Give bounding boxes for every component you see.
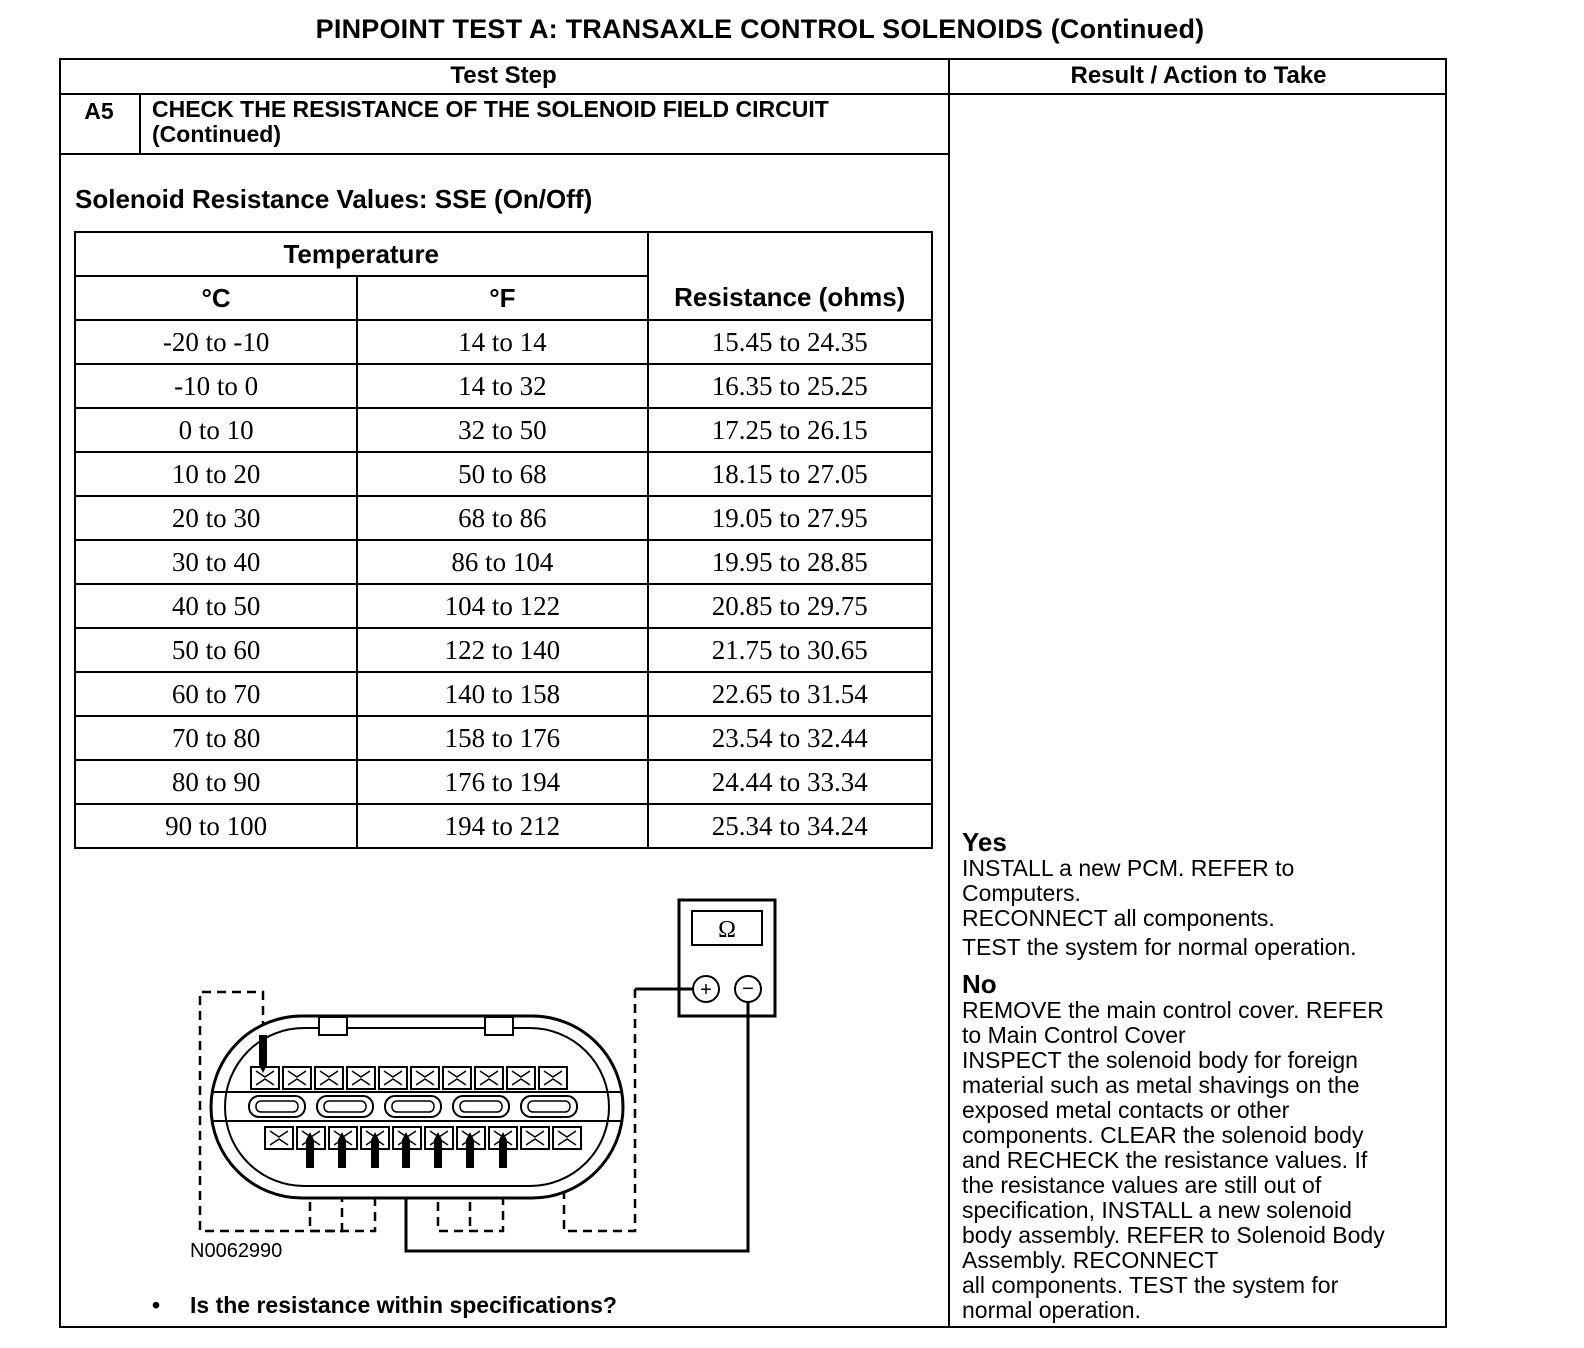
- table-row: [75, 364, 932, 408]
- probe: [434, 1140, 442, 1168]
- table-cell: 50 to 60: [75, 628, 357, 672]
- table-row: [75, 584, 932, 628]
- no-line: normal operation.: [962, 1297, 1141, 1323]
- table-row: [75, 716, 932, 760]
- plus-sign: +: [700, 979, 712, 1001]
- celsius-header: °C: [75, 276, 357, 320]
- table-cell: 17.25 to 26.15: [648, 408, 933, 452]
- probe: [259, 1035, 267, 1065]
- key-slots: [249, 1096, 577, 1117]
- resistance-header: Resistance (ohms): [648, 232, 933, 320]
- table-cell: 40 to 50: [75, 584, 357, 628]
- yes-label: Yes: [962, 827, 1007, 857]
- connector-pin: [283, 1067, 311, 1089]
- table-cell: 140 to 158: [357, 672, 647, 716]
- connector-pin: [507, 1067, 535, 1089]
- step-id: A5: [59, 94, 141, 154]
- table-cell: 22.65 to 31.54: [648, 672, 933, 716]
- table-title: Solenoid Resistance Values: SSE (On/Off): [75, 184, 593, 214]
- connector-pin: [347, 1067, 375, 1089]
- table-cell: 10 to 20: [75, 452, 357, 496]
- table-cell: -20 to -10: [75, 320, 357, 364]
- step-title-line: (Continued): [152, 121, 282, 147]
- key-slot: [385, 1096, 441, 1117]
- table-cell: 80 to 90: [75, 760, 357, 804]
- connector-pin: [553, 1127, 581, 1149]
- table-row: [75, 628, 932, 672]
- step-title-line: CHECK THE RESISTANCE OF THE SOLENOID FIELD CIRCUIT: [152, 96, 829, 122]
- yes-line: RECONNECT all components.: [962, 905, 1275, 931]
- connector-diagram: [185, 895, 785, 1265]
- probe: [371, 1140, 379, 1168]
- table-cell: 14 to 32: [357, 364, 647, 408]
- table-cell: 25.34 to 34.24: [648, 804, 933, 848]
- question-text: Is the resistance within specifications?: [190, 1292, 617, 1318]
- table-cell: 30 to 40: [75, 540, 357, 584]
- no-line: REMOVE the main control cover. REFER: [962, 997, 1384, 1023]
- table-row: [75, 540, 932, 584]
- latch: [485, 1017, 513, 1035]
- probe: [466, 1140, 474, 1168]
- result-yes: [962, 828, 1438, 960]
- key-slot: [249, 1096, 305, 1117]
- connector-pin: [521, 1127, 549, 1149]
- table-cell: -10 to 0: [75, 364, 357, 408]
- fahrenheit-header: °F: [357, 276, 647, 320]
- table-cell: 50 to 68: [357, 452, 647, 496]
- page-title: PINPOINT TEST A: TRANSAXLE CONTROL SOLENOIDS (Continued): [315, 14, 1205, 44]
- key-slot: [521, 1096, 577, 1117]
- table-cell: 70 to 80: [75, 716, 357, 760]
- question: [152, 1292, 617, 1319]
- no-line: all components. TEST the system for: [962, 1272, 1339, 1298]
- no-line: INSPECT the solenoid body for foreign: [962, 1047, 1358, 1073]
- key-slot: [317, 1096, 373, 1117]
- step-rule: [59, 153, 949, 155]
- table-cell: 15.45 to 24.35: [648, 320, 933, 364]
- table-cell: 68 to 86: [357, 496, 647, 540]
- no-line: components. CLEAR the solenoid body: [962, 1122, 1364, 1148]
- table-row: [75, 496, 932, 540]
- table-cell: 176 to 194: [357, 760, 647, 804]
- no-line: the resistance values are still out of: [962, 1172, 1322, 1198]
- no-line: specification, INSTALL a new solenoid: [962, 1197, 1352, 1223]
- yes-line: TEST the system for normal operation.: [962, 934, 1357, 960]
- yes-line: INSTALL a new PCM. REFER to: [962, 855, 1295, 881]
- table-cell: 20.85 to 29.75: [648, 584, 933, 628]
- table-cell: 14 to 14: [357, 320, 647, 364]
- no-line: and RECHECK the resistance values. If: [962, 1147, 1368, 1173]
- table-cell: 0 to 10: [75, 408, 357, 452]
- table-row: [75, 672, 932, 716]
- connector-pin: [251, 1067, 279, 1089]
- no-line: exposed metal contacts or other: [962, 1097, 1290, 1123]
- table-cell: 86 to 104: [357, 540, 647, 584]
- connector-pin: [539, 1067, 567, 1089]
- table-cell: 158 to 176: [357, 716, 647, 760]
- probe: [402, 1140, 410, 1168]
- no-line: Assembly. RECONNECT: [962, 1247, 1219, 1273]
- table-cell: 122 to 140: [357, 628, 647, 672]
- step-title: [152, 97, 942, 147]
- table-cell: 20 to 30: [75, 496, 357, 540]
- test-step-header: Test Step: [450, 62, 557, 89]
- header-rule: [59, 93, 1447, 95]
- result-no: [962, 970, 1438, 1323]
- no-label: No: [962, 969, 997, 999]
- bullet-icon: •: [152, 1292, 161, 1318]
- minus-sign: −: [742, 978, 754, 1000]
- figure-id: N0062990: [190, 1240, 283, 1262]
- probe: [306, 1140, 314, 1168]
- table-cell: 19.05 to 27.95: [648, 496, 933, 540]
- probe: [499, 1140, 507, 1168]
- no-line: material such as metal shavings on the: [962, 1072, 1360, 1098]
- table-cell: 32 to 50: [357, 408, 647, 452]
- table-row: [75, 760, 932, 804]
- connector-pin: [443, 1067, 471, 1089]
- no-line: body assembly. REFER to Solenoid Body: [962, 1222, 1385, 1248]
- connector-pin: [315, 1067, 343, 1089]
- latch: [319, 1017, 347, 1035]
- table-cell: 16.35 to 25.25: [648, 364, 933, 408]
- key-slot: [453, 1096, 509, 1117]
- table-cell: 194 to 212: [357, 804, 647, 848]
- table-cell: 23.54 to 32.44: [648, 716, 933, 760]
- temperature-header: Temperature: [75, 232, 648, 276]
- table-cell: 18.15 to 27.05: [648, 452, 933, 496]
- no-line: to Main Control Cover: [962, 1022, 1186, 1048]
- connector-pin: [411, 1067, 439, 1089]
- table-cell: 21.75 to 30.65: [648, 628, 933, 672]
- probe: [338, 1140, 346, 1168]
- table-row: [75, 804, 932, 848]
- resistance-table: [74, 231, 933, 849]
- table-row: [75, 452, 932, 496]
- table-row: [75, 320, 932, 364]
- table-row: [75, 408, 932, 452]
- connector-pin: [379, 1067, 407, 1089]
- connector-pin: [475, 1067, 503, 1089]
- table-cell: 19.95 to 28.85: [648, 540, 933, 584]
- connector-pin: [265, 1127, 293, 1149]
- ohm-symbol: Ω: [718, 917, 736, 943]
- result-action-header: Result / Action to Take: [1070, 62, 1327, 89]
- table-cell: 24.44 to 33.34: [648, 760, 933, 804]
- table-cell: 90 to 100: [75, 804, 357, 848]
- table-cell: 60 to 70: [75, 672, 357, 716]
- yes-line: Computers.: [962, 880, 1081, 906]
- table-cell: 104 to 122: [357, 584, 647, 628]
- column-divider: [948, 58, 950, 1328]
